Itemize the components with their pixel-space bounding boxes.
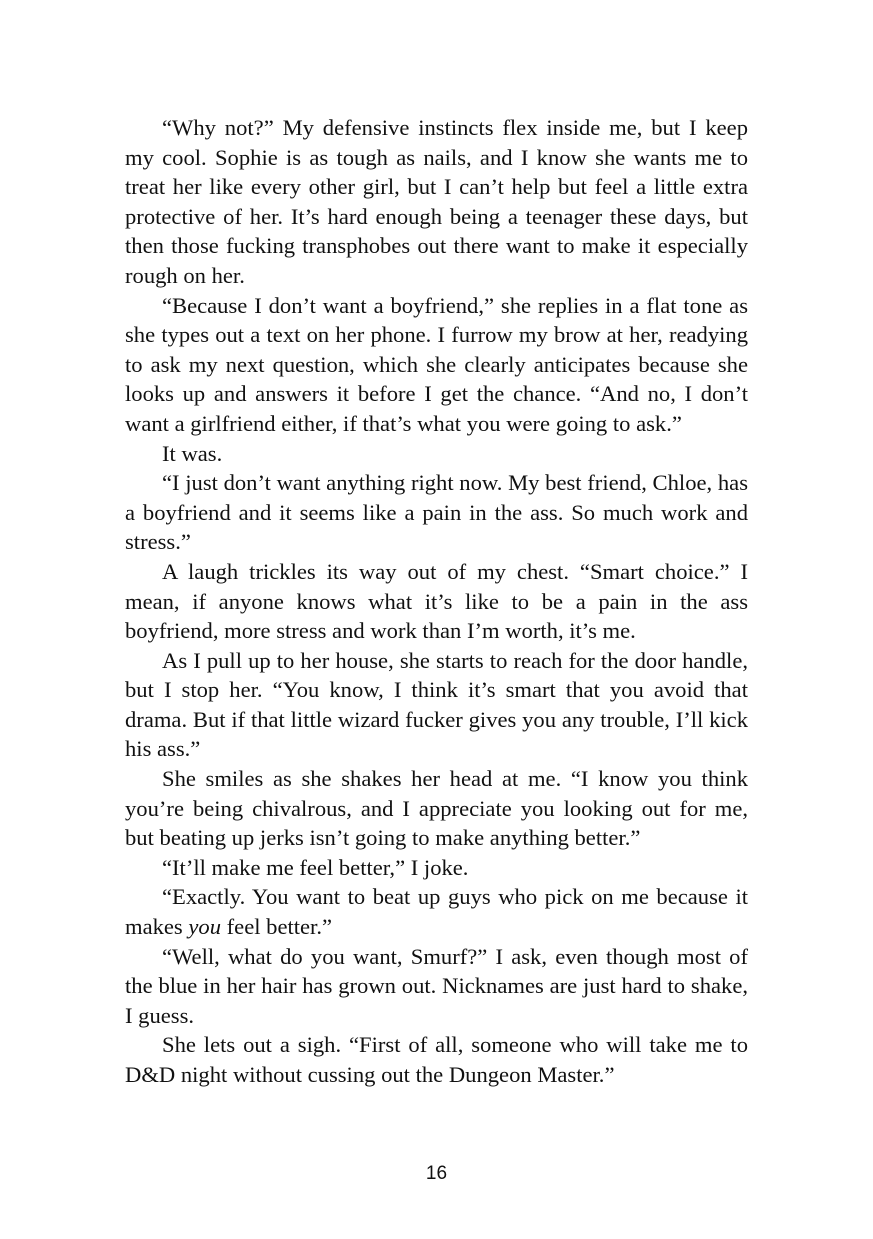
paragraph: “Why not?” My defensive instincts flex inside me, but I keep my cool. Sophie is as tough as nails, and I know she wants me to treat her like every other girl, but I can’t help but feel a little extra protective of her. It’s hard enough being a teenager these days, but then those fucking transphobes out there want to make it especially rough on her. [125,115,748,288]
paragraph: “Well, what do you want, Smurf?” I ask, even though most of the blue in her hair has grown out. Nicknames are just hard to shake, I guess. [125,943,748,1028]
page-body [125,113,748,1090]
paragraph: She smiles as she shakes her head at me. “I know you think you’re being chivalrous, and I appreciate you looking out for me, but beating up jerks isn’t going to make anything better.” [125,766,748,851]
paragraph: “It’ll make me feel better,” I joke. [162,854,469,880]
paragraph-with-emphasis [125,882,748,941]
paragraph: It was. [162,440,223,466]
paragraph: As I pull up to her house, she starts to reach for the door handle, but I stop her. “You know, I think it’s smart that you avoid that drama. But if that little wizard fucker gives you any trouble, I’ll kick his ass.” [125,647,748,762]
emphasis-text: you [188,914,221,940]
paragraph: A laugh trickles its way out of my chest. “Smart choice.” I mean, if anyone knows what it’s like to be a pain in the ass boyfriend, more stress and work than I’m worth, it’s me. [125,558,748,644]
paragraph: “Because I don’t want a boyfriend,” she replies in a flat tone as she types out a text on her phone. I furrow my brow at her, readying to ask my next question, which she clearly anticipates because she looks up and answers it before I get the chance. “And no, I don’t want a girlfriend either, if that’s what you were going to ask.” [125,292,748,436]
paragraph: “I just don’t want anything right now. My best friend, Chloe, has a boyfriend and it seems like a pain in the ass. So much work and stress.” [125,470,748,555]
paragraph-text: feel better.” [221,914,333,940]
paragraph-text: “Exactly. You want to beat up guys who pick on me because it makes [125,884,748,940]
page-number: 16 [425,1163,448,1184]
paragraph: She lets out a sigh. “First of all, someone who will take me to D&D night without cussing out the Dungeon Master.” [125,1032,748,1087]
